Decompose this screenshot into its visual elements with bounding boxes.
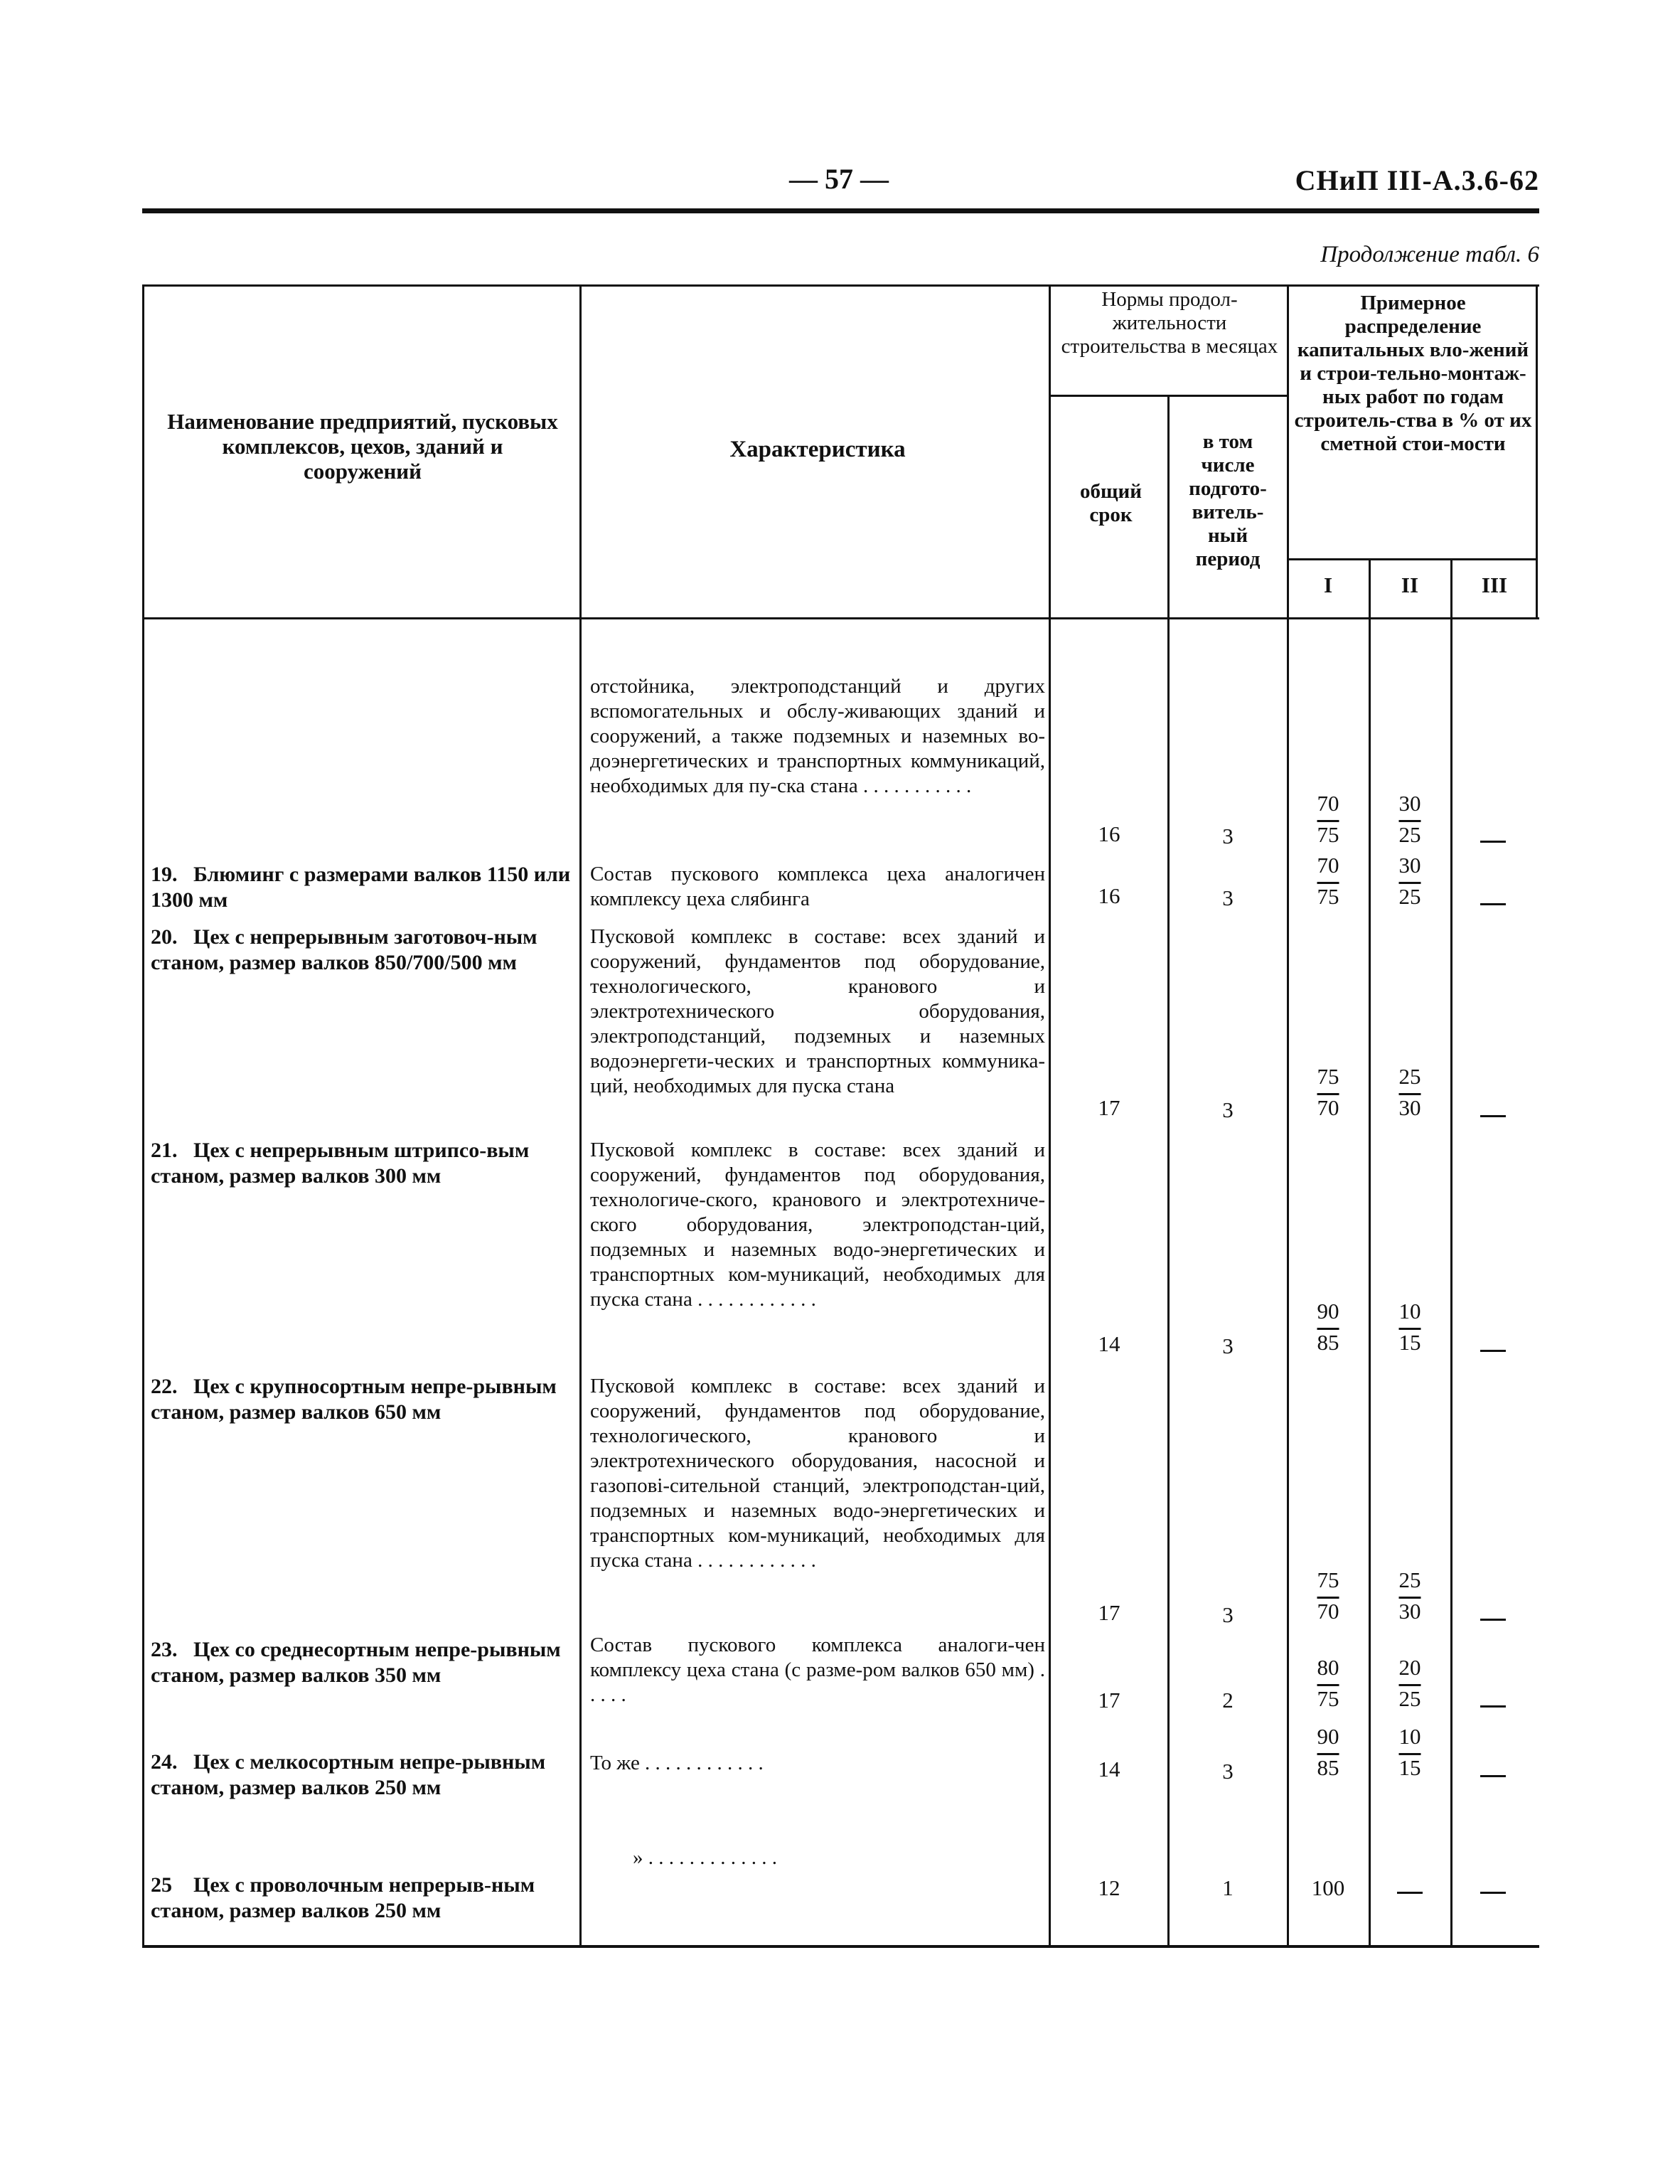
row-characteristic: Пусковой комплекс в составе: всех зданий и сооружений, фундаментов под оборудование, технологического, кранового и электротехнического оборудования, электроподстанций, подземных и наземных водоэнергети-ческих и транспортных коммуника-ций, необходимых для пуска стана <box>590 925 1045 1097</box>
row-characteristic: отстойника, электроподстанций и других вспомогательных и обслу-живающих зданий и сооружений, а также подземных и наземных во-доэнергетических и транспортных коммуникаций, необходимых для пу-ска стана . . . . . . . . . . . <box>590 675 1045 797</box>
row-prep-period: 3 <box>1222 1333 1234 1358</box>
row-year1-fraction: $\frac{75}{70}$ <box>1317 1567 1339 1624</box>
row-characteristic: Состав пускового комплекса цеха аналогичен комплексу цеха слябинга <box>590 863 1045 910</box>
row-total-term: 14 <box>1098 1331 1120 1356</box>
header-year-1: I <box>1323 572 1333 597</box>
document-code: СНиП III-А.3.6-62 <box>1295 164 1539 196</box>
row-year1-fraction: $\frac{80}{75}$ <box>1317 1655 1339 1711</box>
header-distribution: Примерное распределение капитальных вло-жений и строи-тельно-монтаж-ных работ по годам строитель-ства в % от их сметной стои-мости <box>1294 292 1532 455</box>
row-year1-fraction: $\frac{75}{70}$ <box>1317 1064 1339 1120</box>
row-year2-fraction: $\frac{10}{15}$ <box>1398 1299 1421 1355</box>
header-name-column: Наименование предприятий, пусковых комплексов, цехов, зданий и сооружений <box>167 409 558 484</box>
row-name: 24. Цех с мелкосортным непре-рывным станом, размер валков 250 мм <box>151 1750 546 1799</box>
row-year3-dash <box>1480 1115 1506 1117</box>
row-name: 19. Блюминг с размерами валков 1150 или 1300 мм <box>151 863 571 912</box>
row-prep-period: 3 <box>1222 824 1234 848</box>
row-year2-fraction: $\frac{25}{30}$ <box>1398 1567 1421 1624</box>
row-name: 20. Цех с непрерывным заготовоч-ным станом, размер валков 850/700/500 мм <box>151 925 537 974</box>
row-year1-fraction: $\frac{70}{75}$ <box>1317 853 1339 909</box>
row-year3-dash <box>1480 841 1506 843</box>
row-total-term: 14 <box>1098 1757 1120 1781</box>
row-prep-period: 3 <box>1222 1097 1234 1122</box>
row-total-term: 16 <box>1098 883 1120 908</box>
header-norms-column: Нормы продол-жительности строительства в месяцах <box>1061 288 1278 358</box>
row-total-term: 17 <box>1098 1095 1120 1120</box>
row-characteristic: То же . . . . . . . . . . . . <box>590 1752 764 1774</box>
row-year2-fraction: $\frac{30}{25}$ <box>1398 853 1421 909</box>
header-rule <box>142 208 1539 213</box>
row-year1-fraction: $\frac{70}{75}$ <box>1317 791 1339 847</box>
row-year1-value: 100 <box>1311 1875 1345 1900</box>
row-year2-fraction: $\frac{30}{25}$ <box>1398 791 1421 847</box>
header-year-2: II <box>1401 572 1419 597</box>
row-year2-dash <box>1397 1892 1423 1894</box>
row-characteristic: Пусковой комплекс в составе: всех зданий и сооружений, фундаментов под оборудование, технологического, кранового и электротехнического оборудования, насосной и газопові-сительной станций, электроподстан-ций, подземных и наземных водо-энергетических и транспортных ком-муникаций, необходимых для пуска стана . . . . . . . . . . . . <box>590 1375 1045 1572</box>
row-prep-period: 3 <box>1222 1759 1234 1784</box>
row-characteristic: Пусковой комплекс в составе: всех зданий и сооружений, фундаментов под оборудования, технологиче-ского, кранового и электротехниче-ского оборудования, электроподстан-ций, подземных и наземных водо-энергетических и транспортных ком-муникаций, необходимых для пуска стана . . . . . . . . . . . . <box>590 1139 1045 1311</box>
row-year1-fraction: $\frac{90}{85}$ <box>1317 1724 1339 1780</box>
row-characteristic: Состав пускового комплекса аналоги-чен комплексу цеха стана (с разме-ром валков 650 мм) . . . . . <box>590 1634 1045 1706</box>
row-total-term: 12 <box>1098 1875 1120 1900</box>
row-year3-dash <box>1480 903 1506 905</box>
row-year3-dash <box>1480 1892 1506 1894</box>
row-total-term: 17 <box>1098 1688 1120 1712</box>
header-total-term: общий срок <box>1080 480 1142 526</box>
header-preparatory-period: в том числе подгото-витель-ный период <box>1189 430 1267 570</box>
row-year3-dash <box>1480 1619 1506 1621</box>
row-name: 25 Цех с проволочным непрерыв-ным станом, размер валков 250 мм <box>151 1873 535 1922</box>
header-year-3: III <box>1481 572 1508 597</box>
row-year1-fraction: $\frac{90}{85}$ <box>1317 1299 1339 1355</box>
row-prep-period: 2 <box>1222 1688 1234 1712</box>
row-name: 22. Цех с крупносортным непре-рывным станом, размер валков 650 мм <box>151 1375 557 1424</box>
row-year3-dash <box>1480 1775 1506 1777</box>
page-number: — 57 — <box>789 163 889 195</box>
row-prep-period: 3 <box>1222 1602 1234 1627</box>
row-characteristic: » . . . . . . . . . . . . . <box>633 1846 777 1869</box>
row-prep-period: 1 <box>1222 1875 1234 1900</box>
row-name: 21. Цех с непрерывным штрипсо-вым станом, размер валков 300 мм <box>151 1139 530 1188</box>
row-year3-dash <box>1480 1350 1506 1352</box>
row-year2-fraction: $\frac{25}{30}$ <box>1398 1064 1421 1120</box>
row-total-term: 16 <box>1098 821 1120 846</box>
row-prep-period: 3 <box>1222 885 1234 910</box>
row-year2-fraction: $\frac{10}{15}$ <box>1398 1724 1421 1780</box>
row-year3-dash <box>1480 1705 1506 1708</box>
table-continuation-label: Продолжение табл. 6 <box>1320 242 1539 267</box>
row-year2-fraction: $\frac{20}{25}$ <box>1398 1655 1421 1711</box>
header-characteristic-column: Характеристика <box>729 437 906 462</box>
row-name: 23. Цех со среднесортным непре-рывным станом, размер валков 350 мм <box>151 1638 561 1687</box>
row-total-term: 17 <box>1098 1600 1120 1625</box>
